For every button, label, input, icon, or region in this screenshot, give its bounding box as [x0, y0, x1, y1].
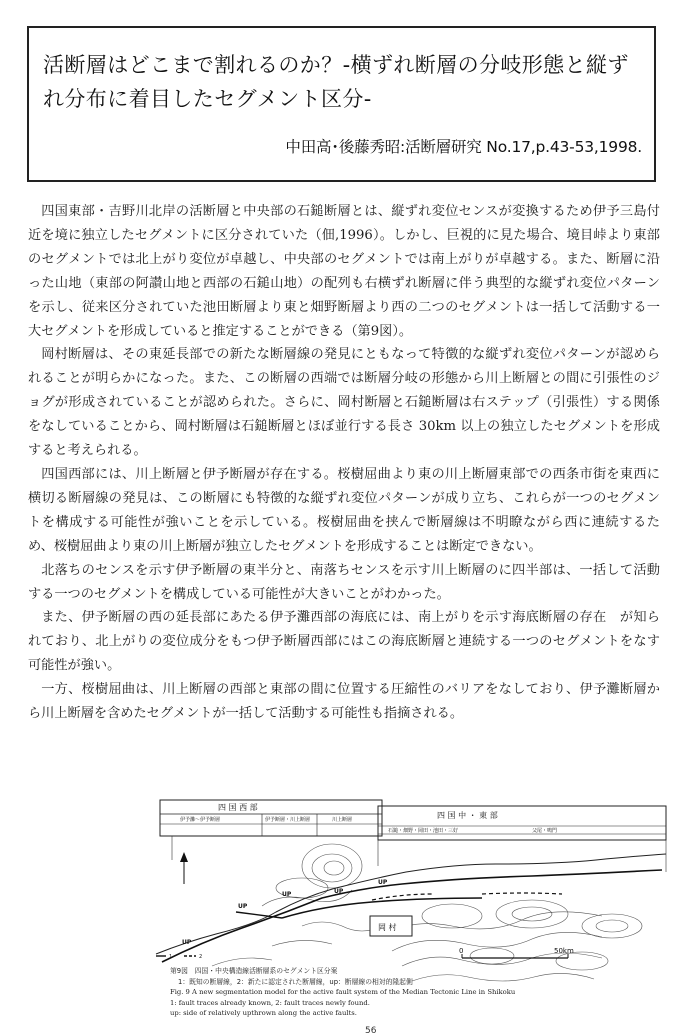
figure-caption	[170, 966, 650, 1019]
topographic-contours	[212, 844, 642, 981]
up-label: UP	[238, 903, 248, 910]
up-label: UP	[282, 891, 292, 898]
paragraph: 一方、桜樹屈曲は、川上断層の西部と東部の間に位置する圧縮性のバリアをなしており、伊予灘断層から川上断層を含めたセグメントが一括して活動する可能性も指摘される。	[28, 682, 660, 722]
coastline	[156, 854, 666, 954]
up-label: UP	[378, 879, 388, 886]
scale-bar	[459, 947, 574, 958]
page-number: 56	[365, 1026, 377, 1036]
map-legend	[156, 954, 202, 960]
east-sub-label: 石鎚・畑野・岡田・池田・三好	[388, 828, 459, 834]
west-sub-label: 伊予断層・川上断層	[265, 817, 311, 823]
paragraph: また、伊予断層の西の延長部にあたる伊予灘西部の海底には、南上がりを示す海底断層の存在 が知られており、北上がりの変位成分をもつ伊予断層西部にはこの海底断層と連続する一つのセグメントをなす可能性が強い。	[28, 610, 660, 674]
east-segment-box	[378, 806, 666, 840]
up-label: UP	[182, 939, 192, 946]
paragraph: 北落ちのセンスを示す伊予断層の東半分と、南落ちセンスを示す川上断層のに四半部は、一括して活動する一つのセグメントを構成している可能性が大きいことがわかった。	[28, 562, 660, 602]
west-segment-label: 四 国 西 部	[218, 803, 258, 812]
scale-end: 50km	[554, 947, 574, 955]
legend-item-known: 1	[169, 954, 173, 960]
legend-item-new: 2	[199, 954, 203, 960]
citation: 中田高･後藤秀昭:活断層研究 No.17,p.43-53,1998.	[285, 138, 642, 156]
paragraph: 四国東部・吉野川北岸の活断層と中央部の石鎚断層とは、縦ずれ変位センスが変換するため伊予三島付近を境に独立したセグメントに区分されていた（佃,1996）。しかし、巨視的に見た場合、境目峠より東部のセグメントでは北上がり変位が卓越し、中央部のセグメントでは南上がりが卓越する。また、断層に沿った山地（東部の阿讃山地と西部の石鎚山地）の配列も右横ずれ断層に伴う典型的な縦ずれ変位パターンを示し、従来区分されていた池田断層より東と畑野断層より西の二つのセグメントは一括して活動する一大セグメントを形成していると推定することができる（第9図）。	[28, 204, 660, 339]
caption-en-2: up: side of relatively upthrown along the active faults.	[170, 1009, 357, 1018]
article-title: 活断層はどこまで割れるのか？-横ずれ断層の分岐形態と縦ずれ分布に着目したセグメント区分-	[43, 53, 629, 111]
paragraph: 岡村断層は、その東延長部での新たな断層線の発見にともなって特徴的な縦ずれ変位パターンが認められることが明らかになった。また、この断層の西端では断層分岐の形態から川上断層との間に引張性のジョグが形成されていることが認められた。さらに、岡村断層と石鎚断層は右ステップ（引張性）する関係をなしていることから、岡村断層は石鎚断層とほぼ並行する長さ 30km 以上の独立したセグメントを形成すると考えられる。	[28, 347, 660, 459]
caption-en-title: Fig. 9 A new segmentation model for the active fault system of the Median Tectonic Line in Shikoku	[170, 988, 516, 997]
caption-jp-legend: 1：既知の断層線，2：新たに認定された断層線，up：断層線の相対的隆起側	[178, 977, 413, 986]
paragraph: 四国西部には、川上断層と伊予断層が存在する。桜樹屈曲より東の川上断層東部での西条市街を東西に横切る断層線の発見は、この断層にも特徴的な縦ずれ変位パターンが成り立ち、これらが一つのセグメントを構成する可能性が強いことを示している。桜樹屈曲を挟んで断層線は不明瞭ながら西に連続するため、桜樹屈曲より東の川上断層が独立したセグメントを形成することは断定できない。	[28, 466, 660, 554]
body-text	[28, 200, 660, 726]
scale-zero: 0	[459, 947, 464, 955]
west-sub-label: 伊予灘～伊予断層	[180, 817, 221, 823]
west-sub-label: 川上断層	[332, 817, 353, 823]
okamura-label: 岡 村	[378, 923, 397, 932]
east-segment-label: 四 国 中 ・ 東 部	[437, 811, 498, 820]
up-label: UP	[334, 888, 344, 895]
title-box	[27, 26, 656, 182]
north-arrow-icon	[180, 852, 188, 884]
caption-jp-title: 第9図 四国・中央構造線活断層系のセグメント区分案	[170, 967, 338, 975]
caption-en-1: 1: fault traces already known, 2: fault traces newly found.	[170, 998, 370, 1007]
east-sub-label: 父尾・鳴門	[532, 828, 558, 834]
